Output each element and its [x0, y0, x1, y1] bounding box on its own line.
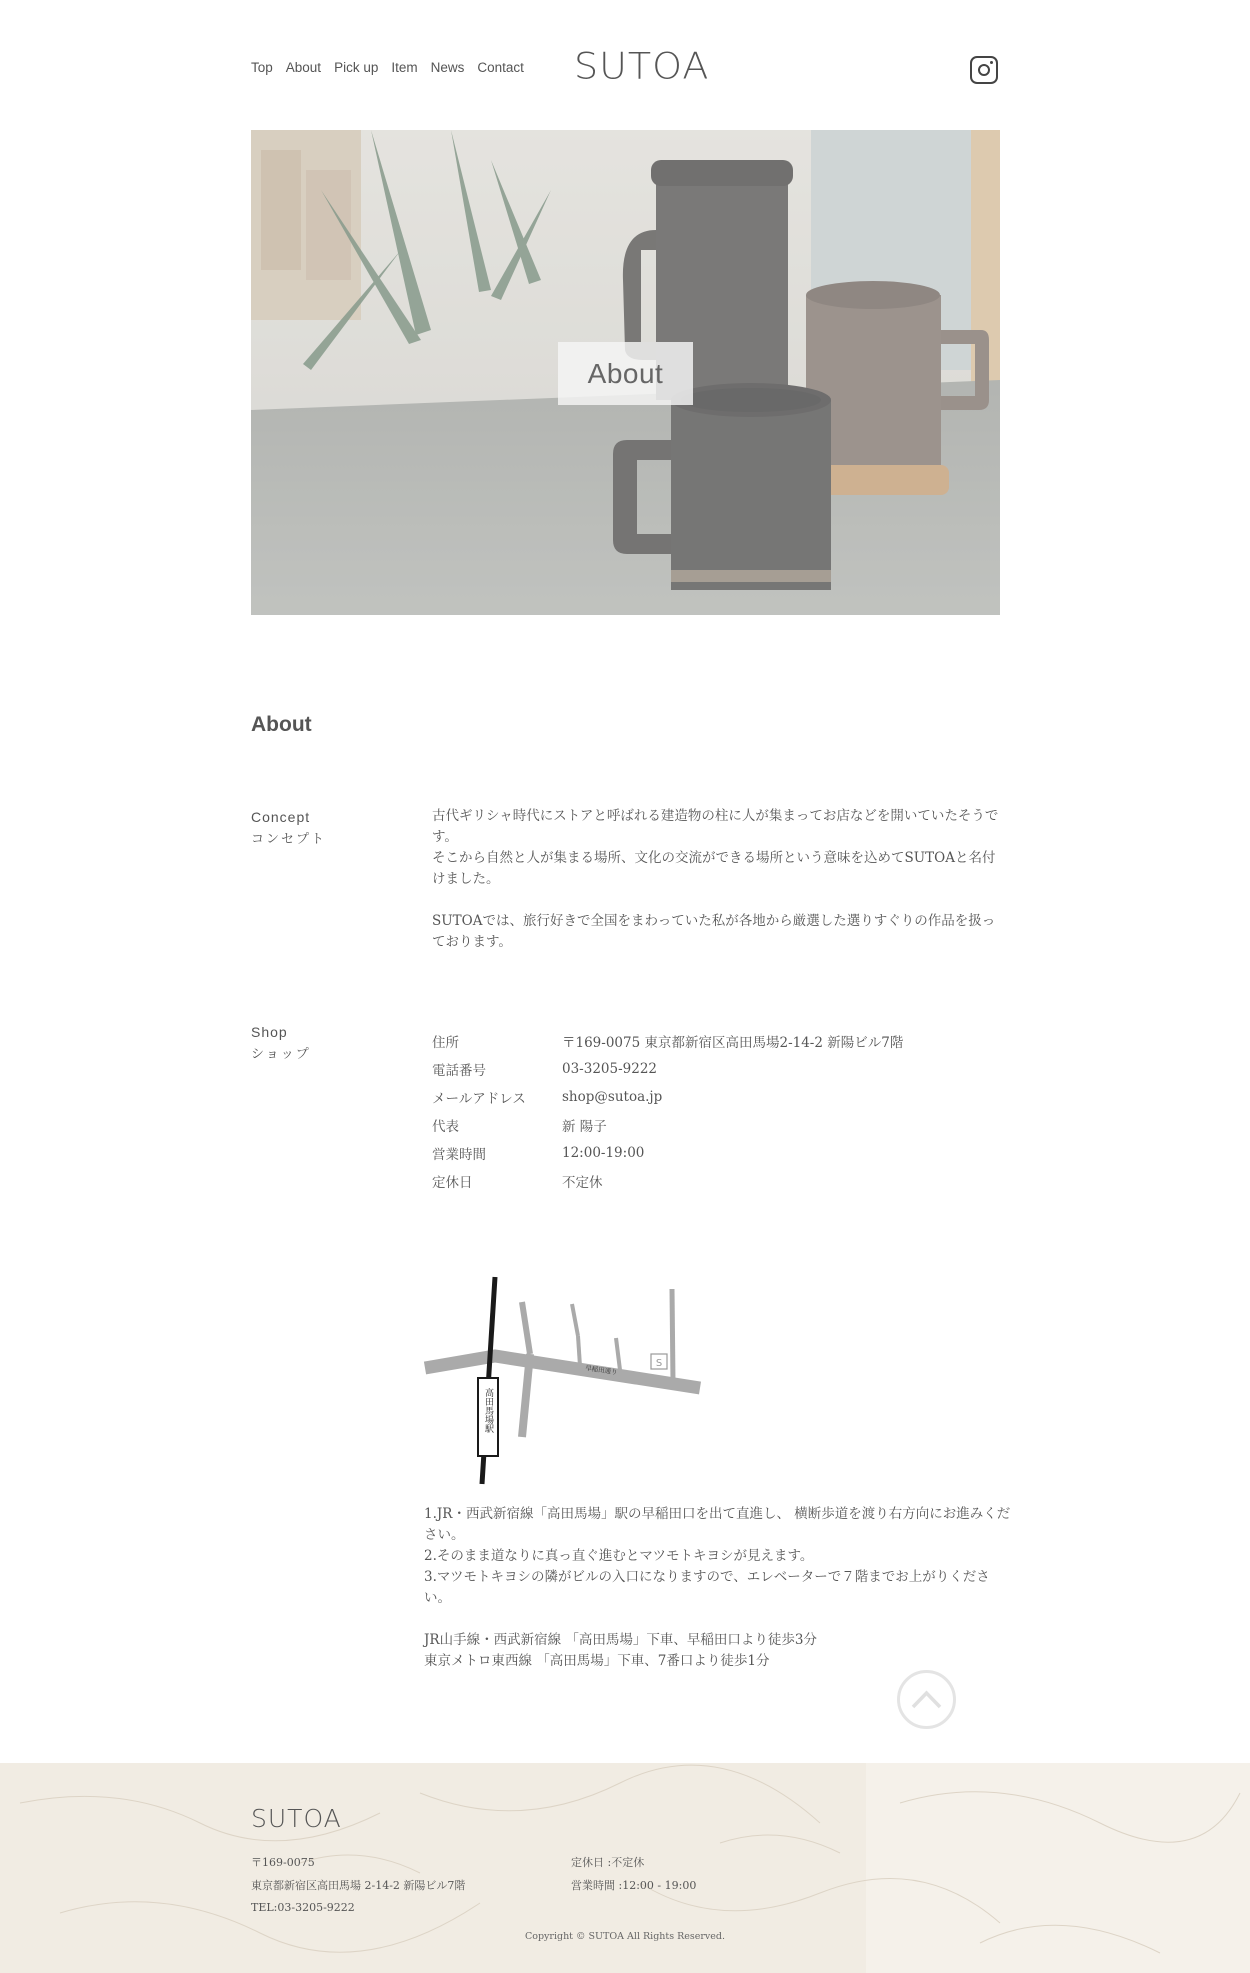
access-line: JR山手線・西武新宿線 「高田馬場」下車、早稲田口より徒歩3分 [424, 1632, 817, 1648]
concept-heading-jp: コンセプト [251, 831, 327, 846]
footer-hours-block [571, 1852, 696, 1897]
shop-value: shop@sutoa.jp [562, 1089, 663, 1105]
footer-postal: 〒169-0075 [251, 1856, 315, 1869]
shop-heading [251, 1022, 311, 1064]
instagram-icon[interactable] [970, 56, 998, 84]
concept-text [432, 806, 1002, 974]
copyright: Copyright © SUTOA All Rights Reserved. [524, 1931, 726, 1942]
shop-value: 〒169-0075 東京都新宿区高田馬場2-14-2 新陽ビル7階 [562, 1035, 904, 1051]
footer-hours: 営業時間 :12:00 - 19:00 [571, 1878, 697, 1892]
direction-step: 2.そのまま道なりに真っ直ぐ進むとマツモトキヨシが見えます。 [424, 1548, 814, 1564]
concept-paragraph [432, 806, 1002, 890]
footer-logo[interactable]: SUTOA [251, 1804, 342, 1833]
instagram-lens [978, 64, 990, 76]
direction-step: 1.JR・西武新宿線「高田馬場」駅の早稲田口を出て直進し、 横断歩道を渡り右方向にお進みください。 [424, 1506, 1011, 1543]
shop-info-table [432, 1027, 903, 1195]
nav-pickup[interactable]: Pick up [334, 60, 379, 75]
shop-value: 03-3205-9222 [562, 1061, 658, 1077]
page-title: About [251, 713, 312, 736]
concept-heading-en: Concept [251, 809, 311, 825]
footer-tel: TEL:03-3205-9222 [251, 1901, 355, 1914]
nav-item[interactable]: Item [391, 60, 418, 75]
map-shop-marker: S [655, 1358, 663, 1369]
shop-row-closed [432, 1167, 903, 1195]
shop-label: 住所 [432, 1035, 459, 1051]
map-street-label: 早稲田通り [584, 1364, 619, 1377]
shop-row-address [432, 1027, 903, 1055]
concept-heading [251, 807, 326, 849]
shop-row-representative [432, 1111, 903, 1139]
site-logo[interactable]: SUTOA [574, 45, 710, 87]
nav-news[interactable]: News [430, 60, 465, 75]
footer-address: 東京都新宿区高田馬場 2-14-2 新陽ビル7階 [251, 1878, 466, 1892]
back-to-top-button[interactable] [897, 1670, 956, 1729]
access-line: 東京メトロ東西線 「高田馬場」下車、7番口より徒歩1分 [424, 1653, 770, 1669]
shop-row-hours [432, 1139, 903, 1167]
instagram-dot [990, 61, 993, 64]
shop-heading-jp: ショップ [251, 1046, 311, 1061]
shop-heading-en: Shop [251, 1024, 288, 1040]
shop-value: 12:00-19:00 [562, 1145, 645, 1161]
concept-paragraph: SUTOAでは、旅行好きで全国をまわっていた私が各地から厳選した選りすぐりの作品を扱っております。 [432, 913, 996, 950]
shop-value: 新 陽子 [562, 1119, 607, 1135]
footer-closed: 定休日 :不定休 [571, 1856, 645, 1869]
nav-top[interactable]: Top [251, 60, 273, 75]
concept-line-2: そこから自然と人が集まる場所、文化の交流ができる場所という意味を込めてSUTOAと名付けました。 [432, 850, 996, 887]
main-nav [251, 60, 524, 75]
shop-value: 不定休 [562, 1175, 603, 1191]
shop-row-email [432, 1083, 903, 1111]
concept-line-1: 古代ギリシャ時代にストアと呼ばれる建造物の柱に人が集まってお店などを開いていたそうです。 [432, 808, 999, 845]
footer-address-block [251, 1852, 465, 1920]
shop-label: メールアドレス [432, 1091, 526, 1107]
shop-label: 定休日 [432, 1175, 473, 1191]
nav-contact[interactable]: Contact [477, 60, 524, 75]
hero-image [251, 130, 1000, 615]
access-info [424, 1630, 1014, 1672]
hero-label: About [558, 342, 693, 405]
access-map [420, 1272, 710, 1492]
direction-step: 3.マツモトキヨシの隣がビルの入口になりますので、エレベーターで７階までお上がりください。 [424, 1569, 990, 1606]
shop-label: 営業時間 [432, 1147, 486, 1163]
shop-label: 代表 [432, 1119, 459, 1135]
shop-row-phone [432, 1055, 903, 1083]
site-footer [0, 1763, 1250, 1973]
nav-about[interactable]: About [285, 60, 322, 75]
directions [424, 1504, 1014, 1672]
shop-label: 電話番号 [432, 1063, 486, 1079]
chevron-up-icon [900, 1673, 953, 1726]
map-station-label: 高田馬場駅 [483, 1388, 493, 1433]
